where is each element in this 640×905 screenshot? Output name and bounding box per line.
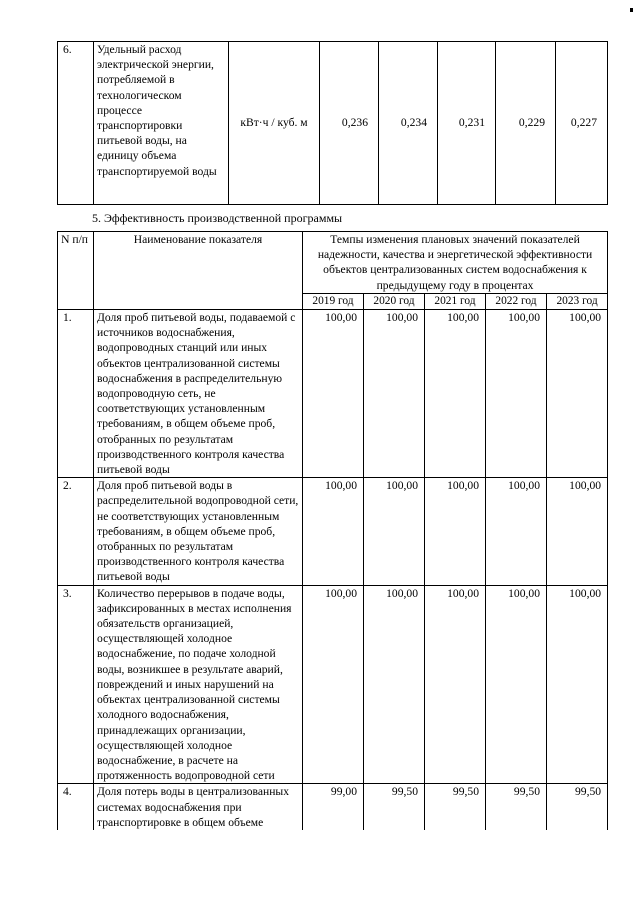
table-row <box>58 478 608 585</box>
year-header: 2019 год <box>303 293 364 309</box>
row-number: 4. <box>58 784 94 830</box>
value-cell: 0,229 <box>496 42 556 205</box>
value-cell: 100,00 <box>303 585 364 784</box>
table-row <box>58 310 608 478</box>
table-row <box>58 784 608 830</box>
value-cell: 100,00 <box>425 585 486 784</box>
table-row <box>58 585 608 784</box>
year-header: 2023 год <box>547 293 608 309</box>
header-name: Наименование показателя <box>94 232 303 310</box>
value-cell: 100,00 <box>303 310 364 478</box>
value-cell: 100,00 <box>425 310 486 478</box>
value-cell: 99,50 <box>547 784 608 830</box>
corner-mark <box>630 8 633 12</box>
indicator-name: Доля проб питьевой воды, подаваемой с источников водоснабжения, водопроводных станций или иных объектов централизованной системы водоснабжения в распределительную водопроводную сеть, не соответствующих установленным требованиям, в общем объеме проб, отобранных по результатам производственного контроля качества питьевой воды <box>94 310 303 478</box>
value-cell: 100,00 <box>547 478 608 585</box>
value-cell: 0,227 <box>556 42 608 205</box>
efficiency-table <box>57 231 608 830</box>
indicator-name: Доля потерь воды в централизованных системах водоснабжения при транспортировке в общем объеме <box>94 784 303 830</box>
value-cell: 100,00 <box>303 478 364 585</box>
row-number: 6. <box>58 42 94 205</box>
value-cell: 100,00 <box>547 310 608 478</box>
indicator-name: Количество перерывов в подаче воды, зафиксированных в местах исполнения обязательств организацией, осуществляющей холодное водоснабжение, по подаче холодной воды, возникшее в результате аварий, повреждений и иных нарушений на объектах централизованной системы холодного водоснабжения, принадлежащих организации, осуществляющей холодное водоснабжение, в расчете на протяженность водопроводной сети <box>94 585 303 784</box>
value-cell: 100,00 <box>486 310 547 478</box>
value-cell: 100,00 <box>364 478 425 585</box>
section-title: 5. Эффективность производственной программы <box>92 211 343 225</box>
table-row <box>58 42 608 205</box>
indicator-name: Удельный расход электрической энергии, потребляемой в технологическом процессе транспортировки питьевой воды, на единицу объема транспортируемой воды <box>94 42 229 205</box>
value-cell: 0,236 <box>320 42 379 205</box>
year-header: 2020 год <box>364 293 425 309</box>
unit-cell: кВт·ч / куб. м <box>229 42 320 205</box>
value-cell: 99,50 <box>425 784 486 830</box>
header-group: Темпы изменения плановых значений показателей надежности, качества и энергетической эффективности объектов централизованных систем водоснабжения к предыдущему году в процентах <box>303 232 608 294</box>
header-row <box>58 232 608 294</box>
row-number: 1. <box>58 310 94 478</box>
row-number: 2. <box>58 478 94 585</box>
value-cell: 0,231 <box>438 42 496 205</box>
header-num: N п/п <box>58 232 94 310</box>
value-cell: 100,00 <box>547 585 608 784</box>
year-header: 2021 год <box>425 293 486 309</box>
value-cell: 100,00 <box>486 585 547 784</box>
year-header: 2022 год <box>486 293 547 309</box>
row-number: 3. <box>58 585 94 784</box>
value-cell: 99,50 <box>364 784 425 830</box>
value-cell: 99,50 <box>486 784 547 830</box>
value-cell: 100,00 <box>425 478 486 585</box>
value-cell: 0,234 <box>379 42 438 205</box>
value-cell: 100,00 <box>364 310 425 478</box>
top-table <box>57 41 608 205</box>
indicator-name: Доля проб питьевой воды в распределительной водопроводной сети, не соответствующих установленным требованиям, в общем объеме проб, отобранных по результатам производственного контроля качества питьевой воды <box>94 478 303 585</box>
value-cell: 99,00 <box>303 784 364 830</box>
value-cell: 100,00 <box>364 585 425 784</box>
value-cell: 100,00 <box>486 478 547 585</box>
